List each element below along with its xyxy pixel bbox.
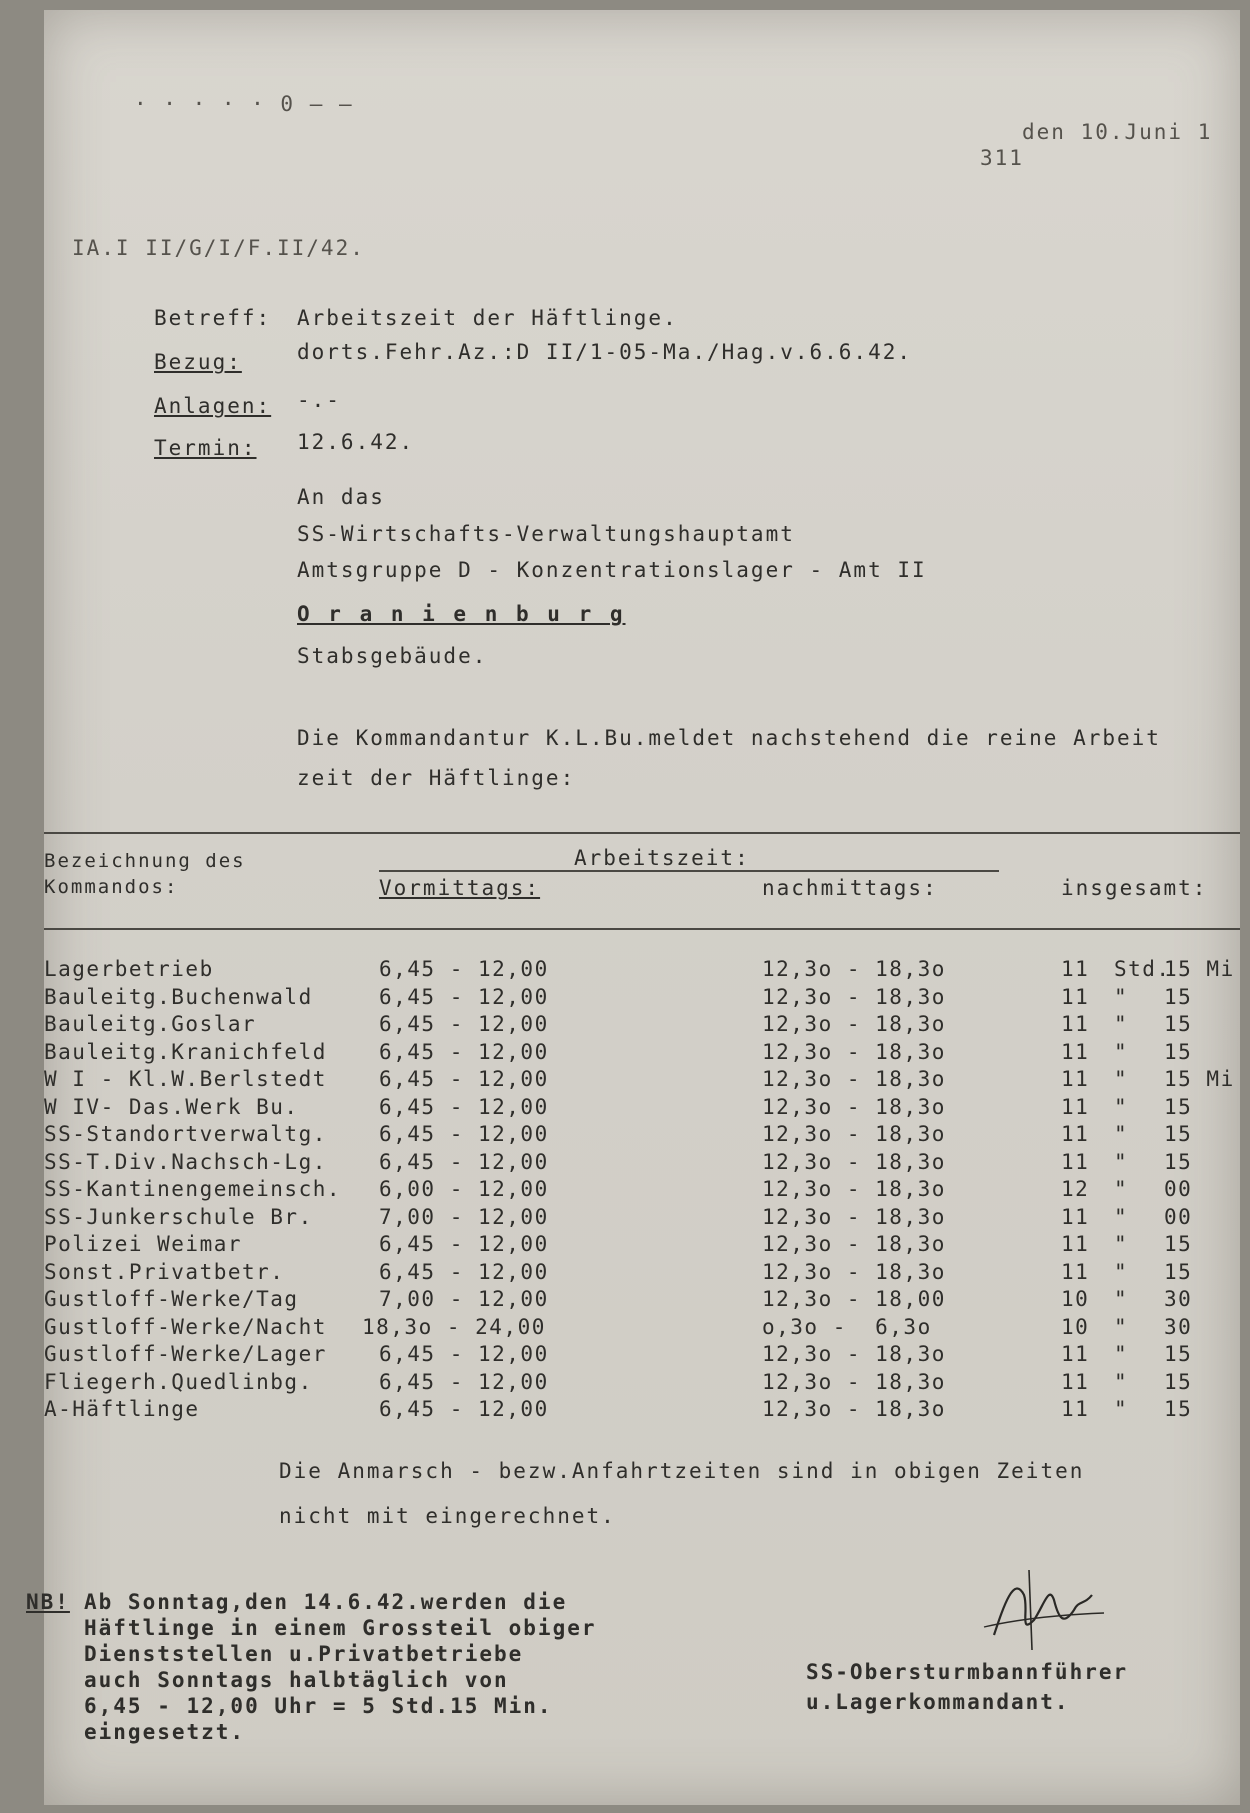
row-name: Bauleitg.Kranichfeld (44, 1039, 327, 1064)
row-am: 6,45 - 12,00 (379, 1012, 549, 1036)
row-minutes: 15 Mi (1164, 1067, 1235, 1091)
row-unit: " (1114, 1094, 1129, 1119)
table-row (44, 1370, 1240, 1397)
address-line-2: SS-Wirtschafts-Verwaltungshauptamt (297, 522, 795, 546)
row-unit: " (1114, 1012, 1129, 1036)
row-unit: " (1114, 1177, 1129, 1201)
table-row (44, 1040, 1240, 1067)
row-minutes: 15 Mi (1164, 957, 1235, 981)
row-minutes: 30 (1164, 1287, 1193, 1311)
table-row (44, 1150, 1240, 1177)
signature-title-1: SS-Obersturmbannführer (806, 1660, 1129, 1684)
row-unit: " (1114, 1122, 1129, 1146)
header-mark: · · · · · 0 – – (134, 92, 354, 116)
row-am: 18,3o - 24,00 (362, 1314, 546, 1339)
row-unit: " (1114, 1342, 1129, 1366)
row-minutes: 15 (1164, 1397, 1193, 1421)
row-pm: 12,3o - 18,3o (762, 1204, 946, 1229)
row-name: W IV- Das.Werk Bu. (44, 1094, 299, 1119)
row-name: Sonst.Privatbetr. (44, 1259, 285, 1284)
row-unit: " (1114, 984, 1129, 1009)
row-am: 6,45 - 12,00 (379, 1039, 549, 1064)
col-name-header-1: Bezeichnung des (44, 850, 246, 872)
row-unit: " (1114, 1397, 1129, 1421)
note-line-2: nicht mit eingerechnet. (279, 1504, 616, 1528)
row-pm: 12,3o - 18,3o (762, 1039, 946, 1064)
row-name: SS-T.Div.Nachsch-Lg. (44, 1149, 327, 1174)
row-pm: 12,3o - 18,3o (762, 1397, 946, 1421)
row-unit: " (1114, 1067, 1129, 1091)
row-am: 6,45 - 12,00 (379, 1122, 549, 1146)
row-pm: 12,3o - 18,3o (762, 1094, 946, 1119)
address-line-5: Stabsgebäude. (297, 644, 488, 668)
col-group-header: Arbeitszeit: (574, 846, 750, 870)
row-pm: 12,3o - 18,00 (762, 1287, 946, 1311)
row-pm: 12,3o - 18,3o (762, 957, 946, 981)
row-name: W I - Kl.W.Berlstedt (44, 1067, 327, 1091)
row-hours: 11 (1061, 1094, 1090, 1119)
row-hours: 10 (1061, 1314, 1090, 1339)
row-hours: 12 (1061, 1177, 1090, 1201)
row-name: Bauleitg.Buchenwald (44, 984, 313, 1009)
table-row (44, 1232, 1240, 1259)
row-pm: 12,3o - 18,3o (762, 1067, 946, 1091)
table-row (44, 1397, 1240, 1424)
row-hours: 11 (1061, 1149, 1090, 1174)
handwritten-signature (974, 1565, 1114, 1655)
table-row (44, 1177, 1240, 1204)
row-am: 6,45 - 12,00 (379, 1397, 549, 1421)
row-unit: " (1114, 1149, 1129, 1174)
row-unit: " (1114, 1259, 1129, 1284)
row-am: 6,45 - 12,00 (379, 1067, 549, 1091)
row-minutes: 00 (1164, 1177, 1193, 1201)
row-am: 6,45 - 12,00 (379, 984, 549, 1009)
row-am: 6,00 - 12,00 (379, 1177, 549, 1201)
col-pm-header: nachmittags: (762, 876, 938, 900)
row-name: SS-Kantinengemeinsch. (44, 1177, 342, 1201)
termin-value: 12.6.42. (297, 430, 415, 454)
signature-title-2: u.Lagerkommandant. (806, 1690, 1070, 1714)
row-unit: " (1114, 1204, 1129, 1229)
row-minutes: 15 (1164, 1259, 1193, 1284)
row-unit: " (1114, 1039, 1129, 1064)
row-hours: 11 (1061, 1204, 1090, 1229)
row-am: 6,45 - 12,00 (379, 1232, 549, 1256)
row-hours: 11 (1061, 1397, 1090, 1421)
row-am: 6,45 - 12,00 (379, 1342, 549, 1366)
row-am: 6,45 - 12,00 (379, 1149, 549, 1174)
address-line-1: An das (297, 485, 385, 509)
row-am: 6,45 - 12,00 (379, 957, 549, 981)
row-minutes: 15 (1164, 984, 1193, 1009)
table-row (44, 1260, 1240, 1287)
ref-number: 311 (980, 146, 1024, 170)
nb-line-1: Ab Sonntag,den 14.6.42.werden die (84, 1590, 568, 1614)
termin-label: Termin: (154, 436, 257, 460)
row-pm: 12,3o - 18,3o (762, 1342, 946, 1366)
row-minutes: 15 (1164, 1369, 1193, 1394)
row-am: 6,45 - 12,00 (379, 1369, 549, 1394)
row-name: SS-Standortverwaltg. (44, 1122, 327, 1146)
row-minutes: 30 (1164, 1314, 1193, 1339)
row-am: 6,45 - 12,00 (379, 1259, 549, 1284)
row-pm: 12,3o - 18,3o (762, 1012, 946, 1036)
row-pm: 12,3o - 18,3o (762, 1149, 946, 1174)
table-row (44, 1205, 1240, 1232)
row-pm: 12,3o - 18,3o (762, 1369, 946, 1394)
row-unit: " (1114, 1232, 1129, 1256)
table-top-rule (44, 832, 1240, 834)
document-page (26, 10, 1240, 1805)
table-row (44, 1122, 1240, 1149)
row-pm: 12,3o - 18,3o (762, 1122, 946, 1146)
table-row (44, 1012, 1240, 1039)
bezug-value: dorts.Fehr.Az.:D II/1-05-Ma./Hag.v.6.6.42. (297, 340, 913, 364)
row-minutes: 15 (1164, 1012, 1193, 1036)
row-pm: o,3o - 6,3o (762, 1314, 932, 1339)
anlagen-label: Anlagen: (154, 394, 272, 418)
date-line: den 10.Juni 1 (1022, 120, 1213, 144)
table-row (44, 1287, 1240, 1314)
nb-line-6: eingesetzt. (84, 1720, 246, 1744)
row-pm: 12,3o - 18,3o (762, 1177, 946, 1201)
address-city: O r a n i e n b u r g (297, 602, 626, 626)
row-minutes: 15 (1164, 1094, 1193, 1119)
anlagen-value: -.- (297, 388, 341, 412)
col-group-rule (379, 870, 999, 872)
row-hours: 11 (1061, 984, 1090, 1009)
row-hours: 11 (1061, 1259, 1090, 1284)
table-header-rule (44, 928, 1240, 930)
row-am: 7,00 - 12,00 (379, 1287, 549, 1311)
row-hours: 11 (1061, 1342, 1090, 1366)
intro-line-2: zeit der Häftlinge: (297, 766, 576, 790)
nb-line-4: auch Sonntags halbtäglich von (84, 1668, 509, 1692)
col-name-header-2: Kommandos: (44, 876, 179, 898)
row-minutes: 00 (1164, 1204, 1193, 1229)
row-hours: 11 (1061, 1369, 1090, 1394)
row-am: 6,45 - 12,00 (379, 1094, 549, 1119)
row-unit: Std. (1114, 957, 1171, 981)
row-name: Fliegerh.Quedlinbg. (44, 1369, 313, 1394)
table-row (44, 1315, 1240, 1342)
row-pm: 12,3o - 18,3o (762, 1232, 946, 1256)
row-hours: 11 (1061, 1067, 1090, 1091)
table-row (44, 1095, 1240, 1122)
row-name: Gustloff-Werke/Tag (44, 1287, 299, 1311)
row-name: A-Häftlinge (44, 1397, 200, 1421)
row-minutes: 15 (1164, 1149, 1193, 1174)
col-total-header: insgesamt: (1061, 876, 1208, 900)
betreff-value: Arbeitszeit der Häftlinge. (297, 306, 678, 330)
file-reference: IA.I II/G/I/F.II/42. (72, 236, 365, 260)
row-name: Polizei Weimar (44, 1232, 243, 1256)
bezug-label: Bezug: (154, 350, 242, 374)
row-minutes: 15 (1164, 1342, 1193, 1366)
row-name: Gustloff-Werke/Nacht (44, 1314, 327, 1339)
nb-line-2: Häftlinge in einem Grossteil obiger (84, 1616, 597, 1640)
row-hours: 11 (1061, 1232, 1090, 1256)
row-name: Gustloff-Werke/Lager (44, 1342, 327, 1366)
row-minutes: 15 (1164, 1122, 1193, 1146)
row-unit: " (1114, 1314, 1129, 1339)
row-unit: " (1114, 1369, 1129, 1394)
row-pm: 12,3o - 18,3o (762, 1259, 946, 1284)
betreff-label: Betreff: (154, 306, 272, 330)
table-row (44, 985, 1240, 1012)
row-hours: 11 (1061, 957, 1090, 981)
table-row (44, 1067, 1240, 1094)
row-hours: 10 (1061, 1287, 1090, 1311)
col-am-header: Vormittags: (379, 876, 541, 900)
table-row (44, 1342, 1240, 1369)
table-row (44, 957, 1240, 984)
intro-line-1: Die Kommandantur K.L.Bu.meldet nachstehend die reine Arbeit (297, 726, 1161, 750)
row-pm: 12,3o - 18,3o (762, 984, 946, 1009)
row-hours: 11 (1061, 1122, 1090, 1146)
nb-line-3: Dienststellen u.Privatbetriebe (84, 1642, 524, 1666)
row-name: Bauleitg.Goslar (44, 1012, 257, 1036)
row-minutes: 15 (1164, 1232, 1193, 1256)
note-line-1: Die Anmarsch - bezw.Anfahrtzeiten sind in obigen Zeiten (279, 1459, 1085, 1483)
nb-line-5: 6,45 - 12,00 Uhr = 5 Std.15 Min. (84, 1694, 553, 1718)
row-name: SS-Junkerschule Br. (44, 1204, 313, 1229)
row-hours: 11 (1061, 1039, 1090, 1064)
row-unit: " (1114, 1287, 1129, 1311)
nb-label: NB! (26, 1590, 70, 1614)
row-name: Lagerbetrieb (44, 957, 214, 981)
row-hours: 11 (1061, 1012, 1090, 1036)
row-minutes: 15 (1164, 1039, 1193, 1064)
address-line-3: Amtsgruppe D - Konzentrationslager - Amt II (297, 558, 927, 582)
row-am: 7,00 - 12,00 (379, 1204, 549, 1229)
